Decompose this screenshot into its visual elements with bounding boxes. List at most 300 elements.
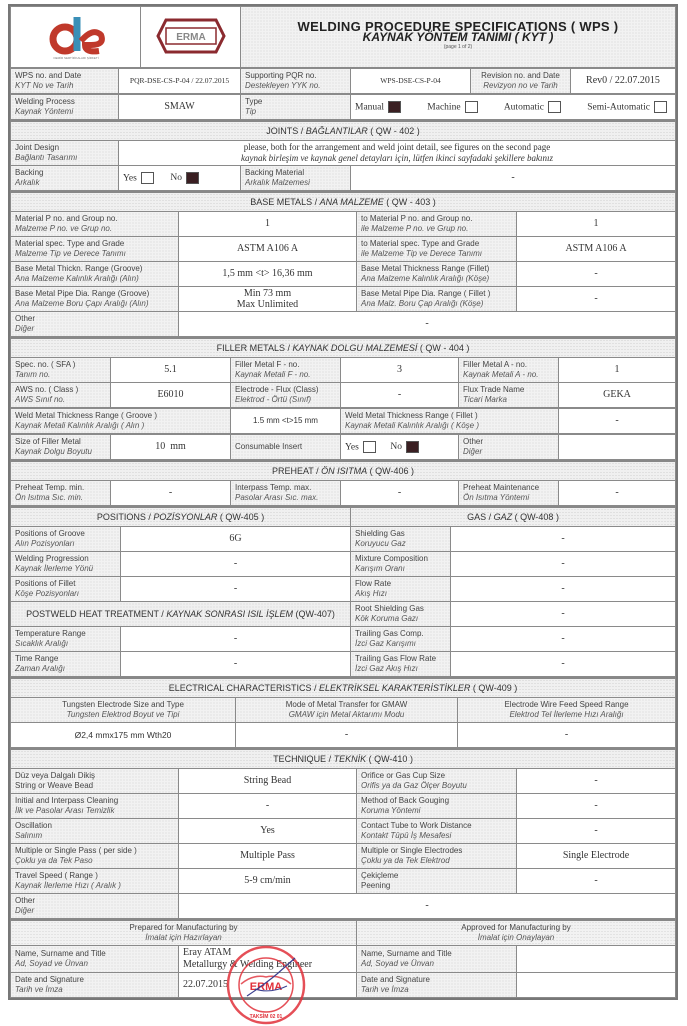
label-tr: Sıcaklık Aralığı: [15, 639, 69, 648]
label-en: Name, Surname and Title: [15, 949, 106, 958]
page-indicator: (page 1 of 2): [443, 44, 473, 50]
technique-row: [11, 844, 676, 869]
automatic-checkbox[interactable]: [548, 101, 561, 113]
label-en: Flow Rate: [355, 579, 392, 588]
electrical-col-label: [458, 698, 676, 723]
row-label-right: [357, 237, 517, 262]
row-value-left: 1: [179, 212, 357, 237]
spec-no-value: 5.1: [111, 358, 231, 383]
title-code: ( QW - 403 ): [383, 197, 436, 207]
joint-design-label: [11, 141, 119, 166]
label-tr: Tarih ve İmza: [361, 985, 409, 994]
row-value-left: 1,5 mm <t> 16,36 mm: [179, 262, 357, 287]
type-label: [241, 95, 351, 120]
row-value-right: -: [517, 287, 676, 312]
label-en: Orifice or Gas Cup Size: [361, 771, 446, 780]
aws-no-value: E6010: [111, 383, 231, 408]
row-label-left: [11, 237, 179, 262]
process-value: SMAW: [119, 95, 241, 120]
preheat-maint-value: -: [559, 481, 676, 506]
label-tr: Orifis ya da Gaz Ölçer Boyutu: [361, 781, 467, 790]
label-tr: KYT No ve Tarih: [15, 81, 74, 90]
consumable-insert-options: [341, 435, 459, 460]
gas-value: -: [451, 602, 676, 627]
label-tr: İmalat için Onaylayan: [477, 933, 555, 942]
consumable-insert-label: [231, 435, 341, 460]
base-other-label: [11, 312, 179, 337]
label-tr: Peening: [361, 881, 391, 890]
label-tr: İzci Gaz Karışımı: [355, 639, 416, 648]
label-en: Welding Progression: [15, 554, 89, 563]
electrode-flux-label: [231, 383, 341, 408]
label-tr: Ana Malzeme Kalınlık Aralığı (Köşe): [361, 274, 490, 283]
row-value-left: Yes: [179, 819, 357, 844]
label-tr: Revizyon no ve Tarih: [483, 81, 558, 90]
pwht-value: -: [121, 627, 351, 652]
label-tr: Tungsten Elektrod Boyut ve Tipi: [66, 710, 180, 719]
label-tr: Tanım no.: [15, 370, 51, 379]
label-en: Base Metal Thickn. Range (Groove): [15, 264, 143, 273]
label-tr: Akış Hızı: [355, 589, 388, 598]
pwht-section-title: [11, 602, 351, 627]
label-en: Trailing Gas Comp.: [355, 629, 424, 638]
row-label-left: [11, 262, 179, 287]
insert-no-checkbox[interactable]: [406, 441, 419, 453]
title-en: GAS /: [467, 512, 494, 522]
logo-right-cell: [141, 7, 241, 68]
base-metal-row: [11, 287, 676, 312]
row-value-left: ASTM A106 A: [179, 237, 357, 262]
prepared-date-label: [11, 973, 179, 998]
spec-no-label: [11, 358, 111, 383]
type-automatic: [504, 101, 565, 113]
process-table: [10, 94, 676, 120]
row-label-right: [357, 819, 517, 844]
label-en: Base Metal Pipe Dia. Range ( Fillet ): [361, 289, 491, 298]
row-label-left: [11, 869, 179, 894]
label-tr: Kontakt Tüpü İş Mesafesi: [361, 831, 452, 840]
title-en: TECHNIQUE /: [273, 754, 334, 764]
row-value-left: String Bead: [179, 769, 357, 794]
gas-value: -: [451, 652, 676, 677]
preheat-section-title: [11, 461, 676, 481]
joint-design-en: please, both for the arrangement and weld joint detail, see figures on the second page: [243, 142, 551, 152]
wps-document: [8, 4, 678, 1000]
title-code: ( QW-408 ): [512, 512, 559, 522]
row-value-right: -: [517, 262, 676, 287]
gas-value: -: [451, 577, 676, 602]
position-label: [11, 552, 121, 577]
row-label-right: [357, 794, 517, 819]
pqr-label: [241, 69, 351, 94]
row-value-right: ASTM A106 A: [517, 237, 676, 262]
label-en: Initial and Interpass Cleaning: [15, 796, 119, 805]
title-code: ( QW-406 ): [367, 466, 415, 476]
filler-metals-table: [10, 337, 676, 408]
insert-no-label: No: [390, 442, 402, 453]
gas-label: [351, 552, 451, 577]
positions-row: [11, 552, 676, 577]
filler-size-value: 10 mm: [111, 435, 231, 460]
gas-label: [351, 527, 451, 552]
row-value-left: -: [179, 794, 357, 819]
position-label: [11, 577, 121, 602]
logo-caption: DEMİR SERTİFİKALARI ŞİRKETİ: [52, 55, 99, 60]
label-tr: Salınım: [15, 831, 43, 840]
title-code: ( QW-405 ): [217, 512, 265, 522]
type-options: [351, 95, 676, 120]
label-tr: Arkalık Malzemesi: [245, 178, 310, 187]
title-en: FILLER METALS /: [216, 343, 293, 353]
preheat-maint-label: [459, 481, 559, 506]
gas-value: -: [451, 527, 676, 552]
title-code: ( QW-410 ): [366, 754, 413, 764]
label-en: Oscillation: [15, 821, 52, 830]
joint-design-value: [119, 141, 676, 166]
base-other-value: -: [179, 312, 676, 337]
label-tr: Koruyucu Gaz: [355, 539, 406, 548]
manual-checkbox[interactable]: [388, 101, 401, 113]
base-metals-table: [10, 191, 676, 337]
preheat-min-value: -: [111, 481, 231, 506]
label-tr: Kaynak Metali Kalınlık Aralığı ( Köşe ): [345, 421, 479, 430]
row-value-right: Single Electrode: [517, 844, 676, 869]
electrical-col-label: [236, 698, 458, 723]
label-tr: Çoklu ya da Tek Paso: [15, 856, 93, 865]
label-tr: String or Weave Bead: [15, 781, 94, 790]
label-tr: İzci Gaz Akış Hızı: [355, 664, 418, 673]
filler-thickness-table: [10, 408, 676, 434]
label-en: Electrode Wire Feed Speed Range: [504, 700, 629, 709]
row-label-left: [11, 769, 179, 794]
title-en: POSITIONS /: [96, 512, 154, 522]
option-label: Machine: [427, 102, 461, 113]
title-tr: GAZ: [493, 512, 513, 522]
title-tr: KAYNAK SONRASI ISIL İŞLEM: [166, 609, 294, 619]
backing-yes-checkbox[interactable]: [141, 172, 154, 184]
label-en: Temperature Range: [15, 629, 86, 638]
technique-table: [10, 748, 676, 919]
label-tr: Bağlantı Tasarımı: [15, 153, 78, 162]
label-en: Çekiçleme: [361, 871, 399, 880]
label-en: Multiple or Single Pass ( per side ): [15, 846, 137, 855]
label-tr: Ana Malzeme Kalınlık Aralığı (Alın): [15, 274, 139, 283]
label-tr: Diğer: [15, 324, 35, 333]
metal-transfer-value: -: [236, 723, 458, 748]
position-value: 6G: [121, 527, 351, 552]
approved-date-value[interactable]: [517, 973, 676, 998]
label-en: Multiple or Single Electrodes: [361, 846, 463, 855]
label-en: Material spec. Type and Grade: [15, 239, 125, 248]
title-code: (QW-407): [293, 609, 335, 619]
f-no-value: 3: [341, 358, 459, 383]
label-en: Approved for Manufacturing by: [461, 923, 571, 932]
wire-feed-value: -: [458, 723, 676, 748]
title-cell: [241, 7, 676, 68]
positions-section-title: [11, 507, 351, 527]
label-tr: Karışım Oranı: [355, 564, 405, 573]
label-en: Mixture Composition: [355, 554, 428, 563]
electrical-table: [10, 677, 676, 748]
label-tr: Tip: [245, 107, 257, 116]
preheat-table: [10, 460, 676, 506]
semi-automatic-checkbox[interactable]: [654, 101, 667, 113]
de-logo-icon: [41, 11, 111, 61]
label-tr: Kaynak Metali A - no.: [463, 370, 539, 379]
gas-label: [351, 602, 451, 627]
header-table: [10, 6, 676, 68]
row-label-left: [11, 819, 179, 844]
label-tr: Ana Malz. Boru Çap Aralığı (Köşe): [361, 299, 484, 308]
label-tr: Zaman Aralığı: [15, 664, 65, 673]
weld-fillet-label: [341, 409, 559, 434]
prepared-title: Metallurgy & Welding Engineer: [183, 959, 313, 970]
label-en: Revision no. and Date: [481, 71, 560, 80]
row-label-right: [357, 212, 517, 237]
label-tr: GMAW için Metal Aktarımı Modu: [288, 710, 405, 719]
approved-date-label: [357, 973, 517, 998]
a-no-value: 1: [559, 358, 676, 383]
label-en: Date and Signature: [15, 975, 84, 984]
label-en: Düz veya Dalgalı Dikiş: [15, 771, 96, 780]
row-value-right: -: [517, 769, 676, 794]
machine-checkbox[interactable]: [465, 101, 478, 113]
type-manual: [355, 101, 405, 113]
label-en: Welding Process: [15, 97, 75, 106]
backing-yes-label: Yes: [123, 173, 137, 184]
label-en: Travel Speed ( Range ): [15, 871, 98, 880]
technique-row: [11, 869, 676, 894]
title-en: JOINTS /: [266, 126, 306, 136]
prepared-name-label: [11, 946, 179, 973]
row-value-right: -: [517, 794, 676, 819]
title-en: PREHEAT /: [271, 466, 322, 476]
label-en: Joint Design: [15, 143, 60, 152]
filler-size-label: [11, 435, 111, 460]
label-tr: Ana Malzeme Boru Çapı Aralığı (Alın): [15, 299, 149, 308]
label-tr: İmalat için Hazırlayan: [145, 933, 222, 942]
revision-value: Rev0 / 22.07.2015: [571, 69, 676, 94]
label-tr: Pasolar Arası Sıc. max.: [235, 493, 319, 502]
label-en: Time Range: [15, 654, 59, 663]
row-value-right: 1: [517, 212, 676, 237]
pwht-row: [11, 627, 676, 652]
filler-section-title: [11, 338, 676, 358]
pipe-dia-max: Max Unlimited: [236, 299, 299, 310]
weld-groove-value: 1.5 mm <t>15 mm: [231, 409, 341, 434]
title-code: ( QW - 404 ): [417, 343, 470, 353]
label-tr: Destekleyen YYK no.: [245, 81, 321, 90]
stamp-number: TAKSİM 02 01: [249, 1014, 283, 1020]
label-en: Filler Metal A - no.: [463, 360, 528, 369]
label-en: Root Shielding Gas: [355, 604, 424, 613]
row-label-right: [357, 287, 517, 312]
technique-row: [11, 819, 676, 844]
prepared-name: Eray ATAM: [183, 947, 232, 958]
a-no-label: [459, 358, 559, 383]
flux-trade-label: [459, 383, 559, 408]
label-tr: Köşe Pozisyonları: [15, 589, 80, 598]
label-en: Preheat Maintenance: [463, 483, 540, 492]
positions-row: [11, 527, 676, 552]
weld-fillet-value: -: [559, 409, 676, 434]
label-tr: Arkalık: [15, 178, 40, 187]
label-tr: Alın Pozisyonları: [15, 539, 75, 548]
label-tr: Malzeme Tip ve Derece Tanımı: [15, 249, 126, 258]
position-value: -: [121, 577, 351, 602]
label-en: Positions of Groove: [15, 529, 85, 538]
prepared-header: [11, 920, 357, 946]
backing-no-checkbox[interactable]: [186, 172, 199, 184]
label-tr: Kaynak Metali F - no.: [235, 370, 311, 379]
backing-options: [119, 166, 241, 191]
gas-label: [351, 577, 451, 602]
label-tr: Ön Isıtma Yöntemi: [463, 493, 530, 502]
label-en: WPS no. and Date: [15, 71, 82, 80]
electrical-section-title: [11, 678, 676, 698]
label-tr: AWS Sınıf no.: [15, 395, 66, 404]
wps-no-label: [11, 69, 119, 94]
approved-name-label: [357, 946, 517, 973]
erma-logo-icon: [156, 18, 226, 54]
backing-label: [11, 166, 119, 191]
title-en: ELECTRICAL CHARACTERISTICS /: [168, 683, 319, 693]
row-label-right: [357, 769, 517, 794]
approved-name-value[interactable]: [517, 946, 676, 973]
gas-section-title: [351, 507, 676, 527]
technique-section-title: [11, 749, 676, 769]
label-en: Type: [245, 97, 263, 106]
positions-row: [11, 577, 676, 602]
label-en: Flux Trade Name: [463, 385, 525, 394]
gas-label: [351, 652, 451, 677]
base-metal-row: [11, 262, 676, 287]
label-tr: İlk ve Pasolar Arası Temizlik: [15, 806, 115, 815]
label-en: Mode of Metal Transfer for GMAW: [285, 700, 408, 709]
label-en: Material P no. and Group no.: [15, 214, 118, 223]
label-en: Base Metal Pipe Dia. Range (Groove): [15, 289, 150, 298]
filler-other-value: [559, 435, 676, 460]
label-en: Filler Metal F - no.: [235, 360, 300, 369]
electrical-col-label: [11, 698, 236, 723]
label-tr: Diğer: [15, 906, 35, 915]
title-en: POSTWELD HEAT TREATMENT /: [26, 609, 167, 619]
label-en: Backing Material: [245, 168, 305, 177]
option-label: Automatic: [503, 102, 544, 113]
row-value-left: [179, 287, 357, 312]
label-en: Other: [15, 896, 36, 905]
label-tr: Kaynak Metali Kalınlık Aralığı ( Alın ): [15, 421, 145, 430]
title-tr: ELEKTRİKSEL KARAKTERİSTİKLER: [318, 683, 471, 693]
row-label-right: [357, 869, 517, 894]
label-en: to Material P no. and Group no.: [361, 214, 473, 223]
title-tr: ÖN ISITMA: [321, 466, 368, 476]
label-tr: Ön Isıtma Sıc. min.: [15, 493, 84, 502]
info-table: [10, 68, 676, 94]
signatures-table: [10, 919, 676, 998]
label-tr: Tarih ve İmza: [15, 985, 63, 994]
backing-no-label: No: [170, 173, 182, 184]
label-tr: Kaynak Yöntemi: [15, 107, 74, 116]
logo-left-cell: [11, 7, 141, 68]
label-tr: Çoklu ya da Tek Elektrod: [361, 856, 450, 865]
f-no-label: [231, 358, 341, 383]
electrode-flux-value: -: [341, 383, 459, 408]
technique-row: [11, 794, 676, 819]
preheat-min-label: [11, 481, 111, 506]
label-tr: Kaynak Dolgu Boyutu: [15, 447, 92, 456]
aws-no-label: [11, 383, 111, 408]
row-label-left: [11, 794, 179, 819]
position-value: -: [121, 552, 351, 577]
technique-other-label: [11, 894, 179, 919]
row-label-left: [11, 287, 179, 312]
pwht-row: [11, 652, 676, 677]
gas-value: -: [451, 552, 676, 577]
label-tr: Elektrod - Örtü (Sınıf): [235, 395, 312, 404]
label-en: Spec. no. ( SFA ): [15, 360, 76, 369]
label-en: Supporting PQR no.: [245, 71, 317, 80]
label-tr: Koruma Yöntemi: [361, 806, 421, 815]
process-label: [11, 95, 119, 120]
revision-label: [471, 69, 571, 94]
label-en: Tungsten Electrode Size and Type: [62, 700, 184, 709]
row-value-right: -: [517, 819, 676, 844]
label-en: Other: [463, 437, 484, 446]
label-en: Contact Tube to Work Distance: [361, 821, 472, 830]
label-en: Size of Filler Metal: [15, 437, 81, 446]
title-tr: TEKNİK: [333, 754, 367, 764]
erma-logo-text: ERMA: [175, 31, 206, 43]
pipe-dia-min: Min 73 mm: [243, 288, 292, 299]
insert-yes-checkbox[interactable]: [363, 441, 376, 453]
pwht-value: -: [121, 652, 351, 677]
interpass-value: -: [341, 481, 459, 506]
label-tr: Ticari Marka: [463, 395, 507, 404]
label-tr: Elektrod Tel İlerleme Hızı Aralığı: [509, 710, 624, 719]
label-en: Backing: [15, 168, 44, 177]
technique-row: [11, 769, 676, 794]
technique-other-value: -: [179, 894, 676, 919]
label-en: Trailing Gas Flow Rate: [355, 654, 437, 663]
label-en: Date and Signature: [361, 975, 430, 984]
row-value-right: -: [517, 869, 676, 894]
label-en: Prepared for Manufacturing by: [129, 923, 238, 932]
joints-section-title: [11, 121, 676, 141]
flux-trade-value: GEKA: [559, 383, 676, 408]
base-metals-section-title: [11, 192, 676, 212]
label-tr: ile Malzeme Tip ve Derece Tanımı: [361, 249, 483, 258]
wps-no-value: PQR-DSE-CS-P-04 / 22.07.2015: [119, 69, 241, 94]
insert-yes-label: Yes: [345, 442, 359, 453]
gas-value: -: [451, 627, 676, 652]
title-tr: KAYNAK DOLGU MALZEMESİ: [292, 343, 418, 353]
stamp-text: ERMA: [249, 981, 283, 993]
label-tr: ile Malzeme P no. ve Grup no.: [361, 224, 469, 233]
type-machine: [427, 101, 481, 113]
label-en: Weld Metal Thickness Range ( Groove ): [15, 411, 157, 420]
pwht-label: [11, 652, 121, 677]
row-value-left: Multiple Pass: [179, 844, 357, 869]
label-en: to Material spec. Type and Grade: [361, 239, 480, 248]
tungsten-electrode-value: Ø2,4 mmx175 mm Wth20: [11, 723, 236, 748]
base-metal-row: [11, 237, 676, 262]
option-label: Semi-Automatic: [587, 102, 650, 113]
row-label-left: [11, 212, 179, 237]
label-en: Shielding Gas: [355, 529, 405, 538]
title-code: ( QW - 402 ): [367, 126, 420, 136]
label-tr: Kök Koruma Gazı: [355, 614, 419, 623]
